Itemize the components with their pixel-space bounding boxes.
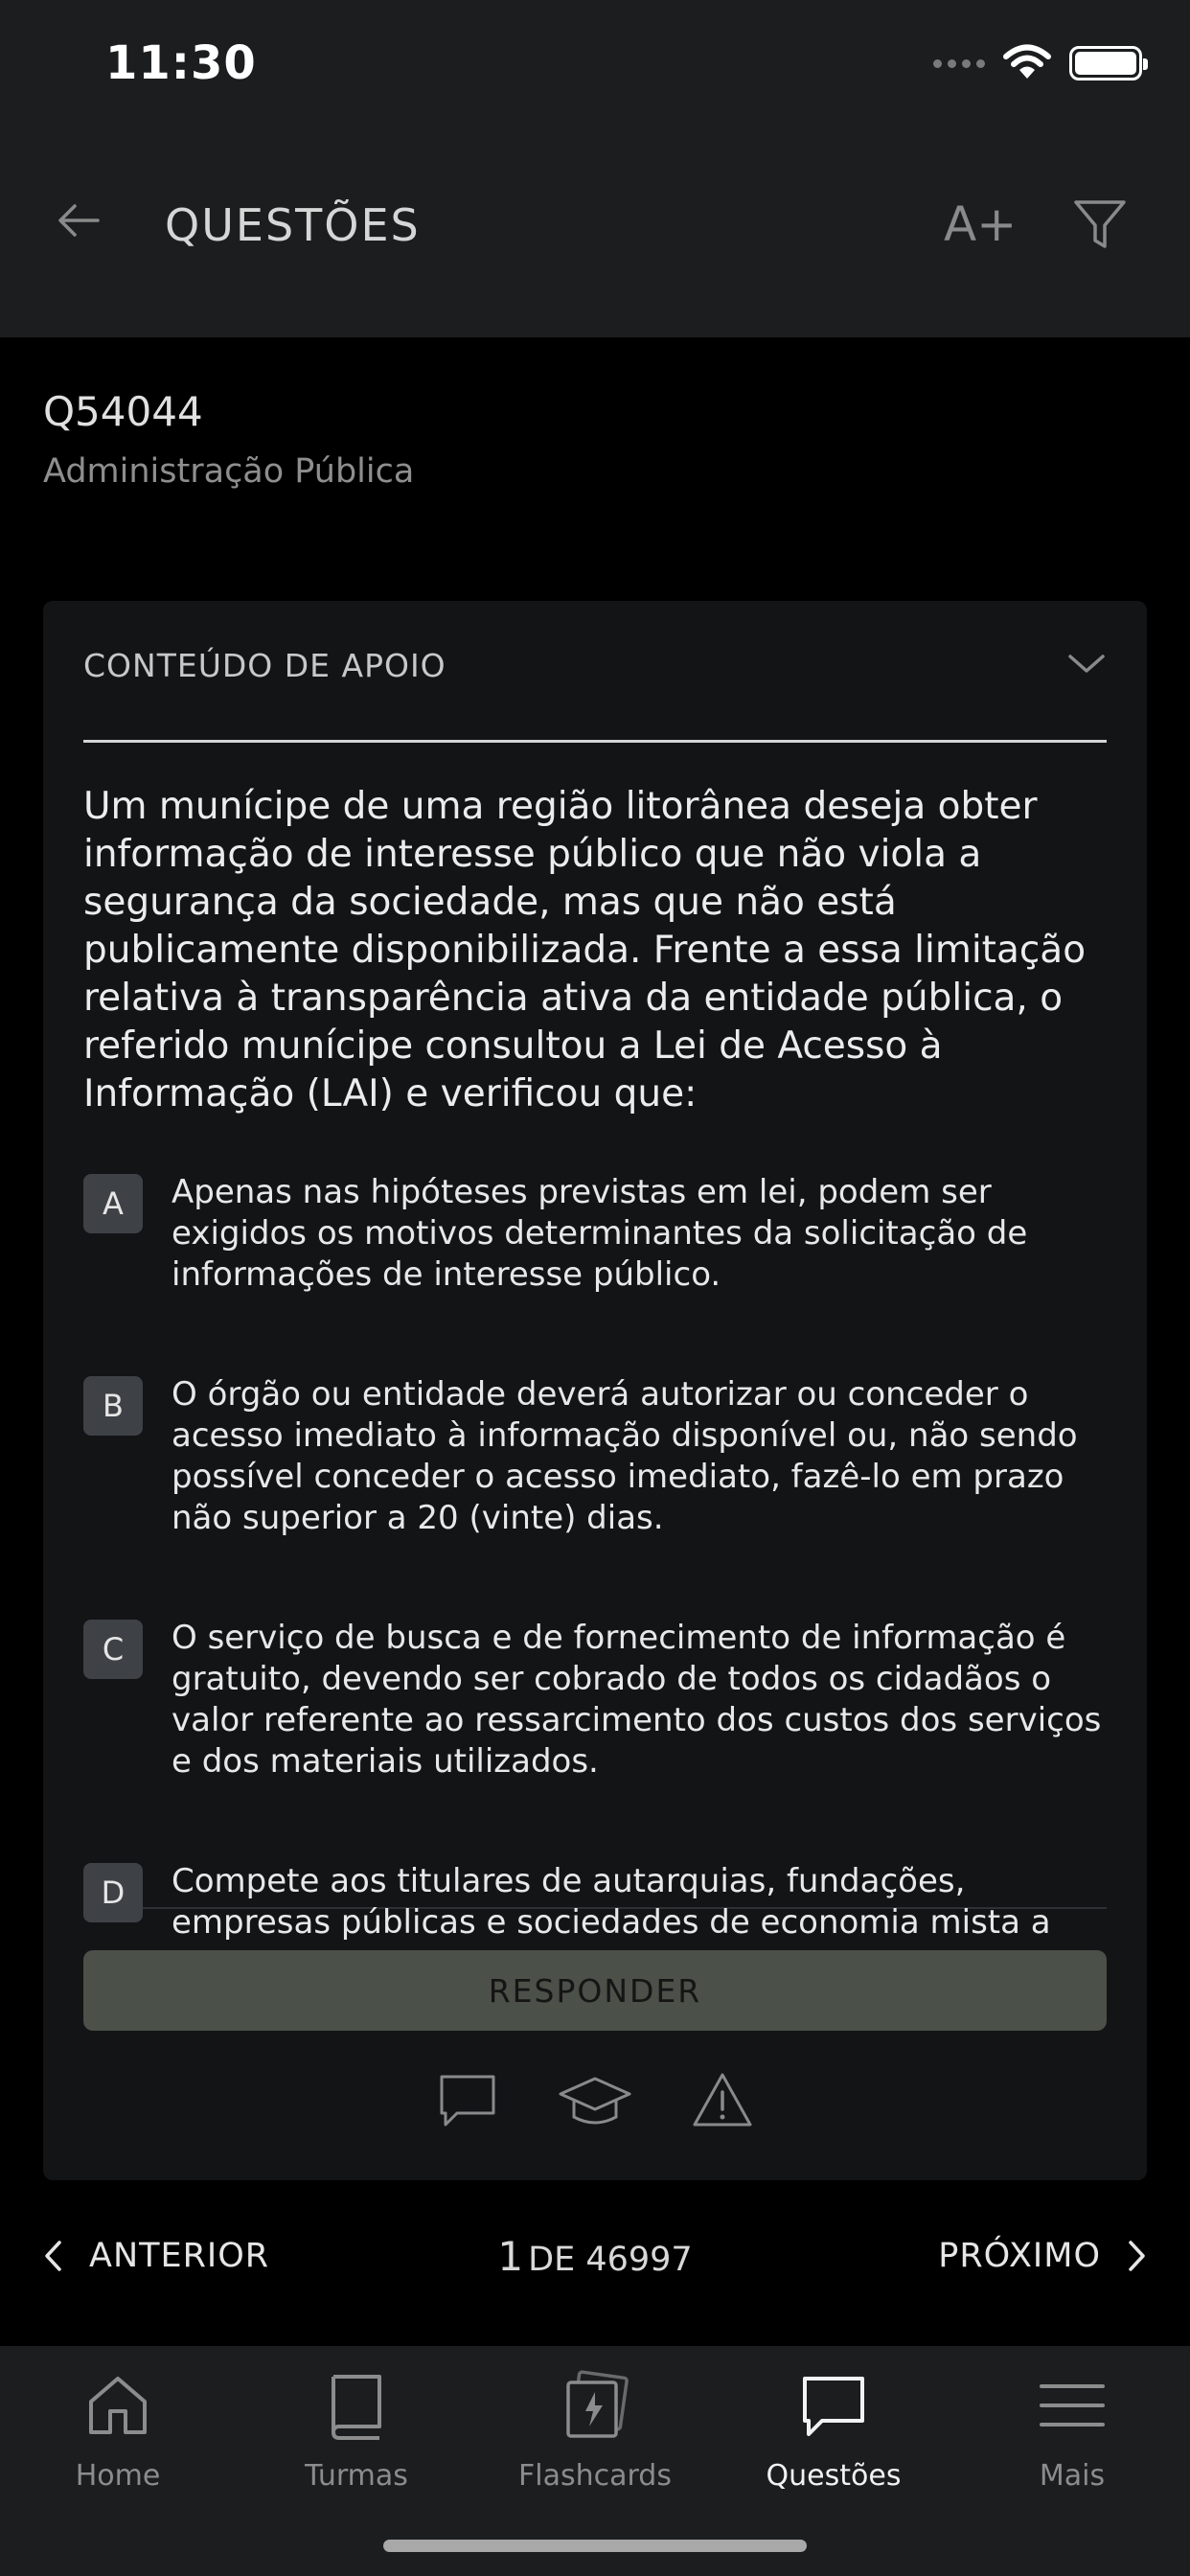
option-letter: C — [83, 1620, 143, 1679]
tab-label: Flashcards — [518, 2459, 672, 2493]
question-statement: Um munícipe de uma região litorânea deseja obter informação de interesse público que não viola a segurança da sociedade, mas que não está publicamente disponibilizada. Frente a essa limitação relativa à transparência ativa da entidade pública, o referido munícipe consultou a Lei de Acesso à Informação (LAI) e verificou que: — [83, 785, 1087, 1116]
graduation-cap-icon[interactable] — [557, 2069, 633, 2132]
option-text: O órgão ou entidade deverá autorizar ou conceder o acesso imediato à informação disponível ou, não sendo possível conceder o acesso imediato, fazê-lo em prazo não superior a 20 (vinte) dias. — [172, 1375, 1078, 1537]
tab-label: Home — [75, 2459, 161, 2493]
signal-icon — [933, 59, 985, 68]
support-content-label: CONTEÚDO DE APOIO — [83, 647, 446, 684]
card-actions — [43, 2069, 1147, 2132]
tab-home[interactable] — [22, 2369, 214, 2493]
previous-label: ANTERIOR — [89, 2237, 270, 2275]
home-icon — [81, 2369, 154, 2442]
option-d[interactable] — [83, 1861, 1107, 1944]
top-bar — [0, 0, 1190, 337]
flashcards-icon — [559, 2369, 631, 2442]
option-b[interactable] — [83, 1374, 1107, 1539]
tab-label: Turmas — [305, 2459, 408, 2493]
next-button[interactable] — [938, 2237, 1147, 2275]
tab-mais[interactable] — [976, 2369, 1168, 2493]
home-indicator[interactable] — [383, 2540, 807, 2552]
tab-flashcards[interactable] — [499, 2369, 691, 2493]
tab-label: Questões — [766, 2459, 902, 2493]
book-icon — [320, 2369, 393, 2442]
tab-label: Mais — [1039, 2459, 1106, 2493]
pagination — [0, 2233, 1190, 2290]
font-size-button[interactable]: A+ — [944, 196, 1018, 252]
filter-icon[interactable] — [1071, 196, 1129, 254]
page-title: QUESTÕES — [165, 199, 421, 251]
status-time: 11:30 — [105, 36, 257, 90]
question-scroll-area[interactable] — [83, 783, 1107, 1942]
status-icons — [933, 46, 1142, 80]
option-letter: D — [83, 1863, 143, 1922]
warning-icon[interactable] — [691, 2069, 754, 2132]
option-a[interactable] — [83, 1172, 1107, 1296]
menu-icon — [1036, 2369, 1109, 2442]
option-letter: B — [83, 1376, 143, 1436]
question-card — [43, 601, 1147, 2180]
current-page: 1 — [497, 2233, 524, 2280]
total-pages: DE 46997 — [528, 2241, 693, 2279]
comment-icon[interactable] — [436, 2069, 499, 2132]
option-c[interactable] — [83, 1618, 1107, 1782]
tab-turmas[interactable] — [261, 2369, 452, 2493]
option-text: Apenas nas hipóteses previstas em lei, podem ser exigidos os motivos determinantes da solicitação de informações de interesse público. — [172, 1173, 1028, 1294]
chat-icon — [797, 2369, 870, 2442]
next-label: PRÓXIMO — [938, 2237, 1101, 2275]
question-id: Q54044 — [43, 388, 203, 435]
tab-questoes[interactable] — [738, 2369, 929, 2493]
support-content-toggle[interactable] — [83, 647, 1107, 743]
battery-icon — [1069, 46, 1142, 80]
chevron-right-icon — [1126, 2239, 1147, 2273]
option-text: Compete aos titulares de autarquias, fundações, empresas públicas e sociedades de economia mista a — [172, 1862, 1051, 1942]
respond-button[interactable]: RESPONDER — [83, 1950, 1107, 2031]
chevron-down-icon[interactable] — [1066, 649, 1107, 678]
question-subject: Administração Pública — [43, 452, 415, 491]
option-text: O serviço de busca e de fornecimento de informação é gratuito, devendo ser cobrado de todos os cidadãos o valor referente ao ressarcimento dos custos dos serviços e dos materiais utilizados. — [172, 1619, 1102, 1781]
wifi-icon — [1004, 46, 1050, 80]
back-arrow-icon[interactable] — [50, 192, 107, 249]
option-letter: A — [83, 1174, 143, 1233]
